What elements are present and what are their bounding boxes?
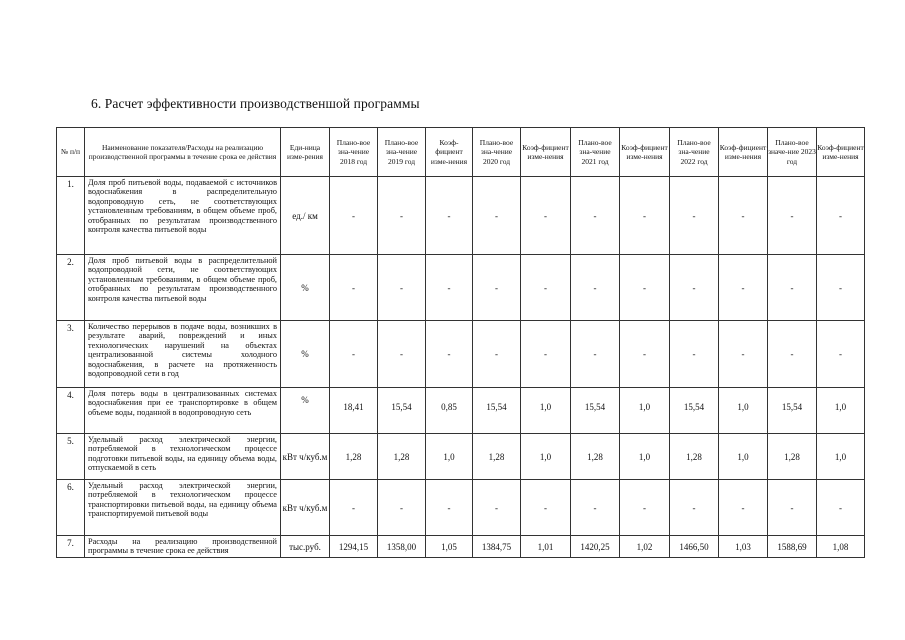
value-cell: - — [521, 480, 571, 536]
value-cell: 1420,25 — [571, 536, 620, 558]
value-cell: 1,0 — [521, 434, 571, 480]
value-cell: 1,01 — [521, 536, 571, 558]
row-number: 7. — [57, 536, 85, 558]
value-cell: 1,28 — [473, 434, 521, 480]
value-cell: - — [768, 480, 817, 536]
value-cell: 1,02 — [620, 536, 670, 558]
value-cell: - — [378, 321, 426, 388]
value-cell: 1,0 — [817, 434, 865, 480]
value-cell: 1,0 — [426, 434, 473, 480]
value-cell: - — [670, 177, 719, 255]
row-number: 6. — [57, 480, 85, 536]
value-cell: 1,0 — [521, 388, 571, 434]
value-cell: - — [719, 255, 768, 321]
header-cell: Плано-вое зна-чение 2020 год — [473, 128, 521, 177]
unit-cell: % — [281, 388, 330, 434]
value-cell: - — [817, 255, 865, 321]
value-cell: - — [768, 177, 817, 255]
value-cell: 1,0 — [719, 388, 768, 434]
value-cell: 1,28 — [670, 434, 719, 480]
header-cell: Плано-вое значе-ние 2023 год — [768, 128, 817, 177]
table-header-row — [57, 128, 865, 177]
value-cell: 15,54 — [571, 388, 620, 434]
table-row — [57, 480, 865, 536]
unit-cell: кВт ч/куб.м — [281, 480, 330, 536]
value-cell: 1,28 — [768, 434, 817, 480]
value-cell: 0,85 — [426, 388, 473, 434]
header-cell: № п/п — [57, 128, 85, 177]
value-cell: - — [571, 177, 620, 255]
value-cell: - — [521, 321, 571, 388]
unit-cell: кВт ч/куб.м — [281, 434, 330, 480]
value-cell: 1,08 — [817, 536, 865, 558]
header-cell: Плано-вое зна-чение 2019 год — [378, 128, 426, 177]
value-cell: - — [817, 321, 865, 388]
indicator-name: Доля проб питьевой воды, подаваемой с источников водоснабжения в распределительную водопроводную сеть, не соответствующих установленным требованиям, в общем объеме проб, отобранных по результатам производственного контроля качества питьевой воды — [85, 177, 281, 255]
value-cell: 1,28 — [571, 434, 620, 480]
section-title: 6. Расчет эффективности производственшой программы — [91, 96, 420, 111]
value-cell: - — [378, 177, 426, 255]
unit-cell: % — [281, 321, 330, 388]
value-cell: - — [620, 255, 670, 321]
value-cell: - — [620, 177, 670, 255]
value-cell: - — [719, 177, 768, 255]
row-number: 1. — [57, 177, 85, 255]
efficiency-table — [56, 127, 865, 558]
value-cell: - — [473, 321, 521, 388]
table-row — [57, 536, 865, 558]
header-cell: Коэф-фициент изме-нения — [521, 128, 571, 177]
table-row — [57, 434, 865, 480]
value-cell: 1,0 — [620, 434, 670, 480]
value-cell: 1466,50 — [670, 536, 719, 558]
value-cell: - — [670, 480, 719, 536]
value-cell: 15,54 — [378, 388, 426, 434]
value-cell: 1,0 — [719, 434, 768, 480]
value-cell: 15,54 — [473, 388, 521, 434]
header-cell: Плано-вое зна-чение 2022 год — [670, 128, 719, 177]
value-cell: 1,05 — [426, 536, 473, 558]
value-cell: - — [670, 255, 719, 321]
value-cell: - — [330, 480, 378, 536]
row-number: 4. — [57, 388, 85, 434]
value-cell: 1384,75 — [473, 536, 521, 558]
table-row — [57, 321, 865, 388]
unit-cell: % — [281, 255, 330, 321]
value-cell: - — [768, 321, 817, 388]
value-cell: - — [620, 480, 670, 536]
value-cell: 15,54 — [670, 388, 719, 434]
value-cell: 1358,00 — [378, 536, 426, 558]
row-number: 3. — [57, 321, 85, 388]
value-cell: 15,54 — [768, 388, 817, 434]
value-cell: - — [670, 321, 719, 388]
indicator-name: Расходы на реализацию производственной программы в течение срока ее действия — [85, 536, 281, 558]
value-cell: - — [719, 480, 768, 536]
value-cell: - — [378, 480, 426, 536]
unit-cell: ед./ км — [281, 177, 330, 255]
header-cell: Наименование показателя/Расходы на реализацию производственной программы в течение срока ее действия — [85, 128, 281, 177]
header-cell: Коэф-фициент изме-нения — [426, 128, 473, 177]
value-cell: - — [521, 255, 571, 321]
table-row — [57, 388, 865, 434]
indicator-name: Удельный расход электрической энергии, потребляемой в технологическом процессе подготовки питьевой воды, на единицу объема воды, отпускаемой в сеть — [85, 434, 281, 480]
header-cell: Еди-ница изме-рения — [281, 128, 330, 177]
value-cell: 1588,69 — [768, 536, 817, 558]
header-cell: Коэф-фициент изме-нения — [719, 128, 768, 177]
indicator-name: Доля потерь воды в централизованных системах водоснабжения при ее транспортировке в общем объеме воды, поданной в водопроводную сеть — [85, 388, 281, 434]
value-cell: - — [768, 255, 817, 321]
value-cell: - — [620, 321, 670, 388]
row-number: 2. — [57, 255, 85, 321]
value-cell: - — [426, 255, 473, 321]
value-cell: 1294,15 — [330, 536, 378, 558]
value-cell: - — [473, 255, 521, 321]
table-row — [57, 255, 865, 321]
value-cell: - — [521, 177, 571, 255]
value-cell: 18,41 — [330, 388, 378, 434]
value-cell: - — [473, 177, 521, 255]
value-cell: - — [719, 321, 768, 388]
value-cell: 1,28 — [330, 434, 378, 480]
unit-cell: тыс.руб. — [281, 536, 330, 558]
header-cell: Плано-вое зна-чение 2018 год — [330, 128, 378, 177]
value-cell: 1,0 — [620, 388, 670, 434]
value-cell: - — [426, 480, 473, 536]
value-cell: - — [330, 321, 378, 388]
value-cell: - — [426, 321, 473, 388]
value-cell: - — [817, 177, 865, 255]
value-cell: - — [378, 255, 426, 321]
row-number: 5. — [57, 434, 85, 480]
indicator-name: Доля проб питьевой воды в распределительной водопроводной сети, не соответствующих установленным требованиям, в общем объеме проб, отобранных по результатам производственного контроля качества питьевой воды — [85, 255, 281, 321]
value-cell: - — [571, 480, 620, 536]
value-cell: - — [330, 255, 378, 321]
value-cell: - — [330, 177, 378, 255]
indicator-name: Удельный расход электрической энергии, потребляемой в технологическом процессе транспортировки питьевой воды, на единицу объема транспортируемой питьевой воды — [85, 480, 281, 536]
value-cell: - — [817, 480, 865, 536]
header-cell: Плано-вое зна-чение 2021 год — [571, 128, 620, 177]
indicator-name: Количество перерывов в подаче воды, возникших в результате аварий, повреждений и иных технологических нарушений на объектах централизованной системы холодного водоснабжения, в расчете на протяженность водопроводной сети в год — [85, 321, 281, 388]
header-cell: Коэф-фициент изме-нения — [620, 128, 670, 177]
value-cell: 1,03 — [719, 536, 768, 558]
table-row — [57, 177, 865, 255]
value-cell: - — [426, 177, 473, 255]
value-cell: - — [571, 255, 620, 321]
value-cell: 1,28 — [378, 434, 426, 480]
value-cell: - — [473, 480, 521, 536]
header-cell: Коэф-фициент изме-нения — [817, 128, 865, 177]
value-cell: 1,0 — [817, 388, 865, 434]
value-cell: - — [571, 321, 620, 388]
